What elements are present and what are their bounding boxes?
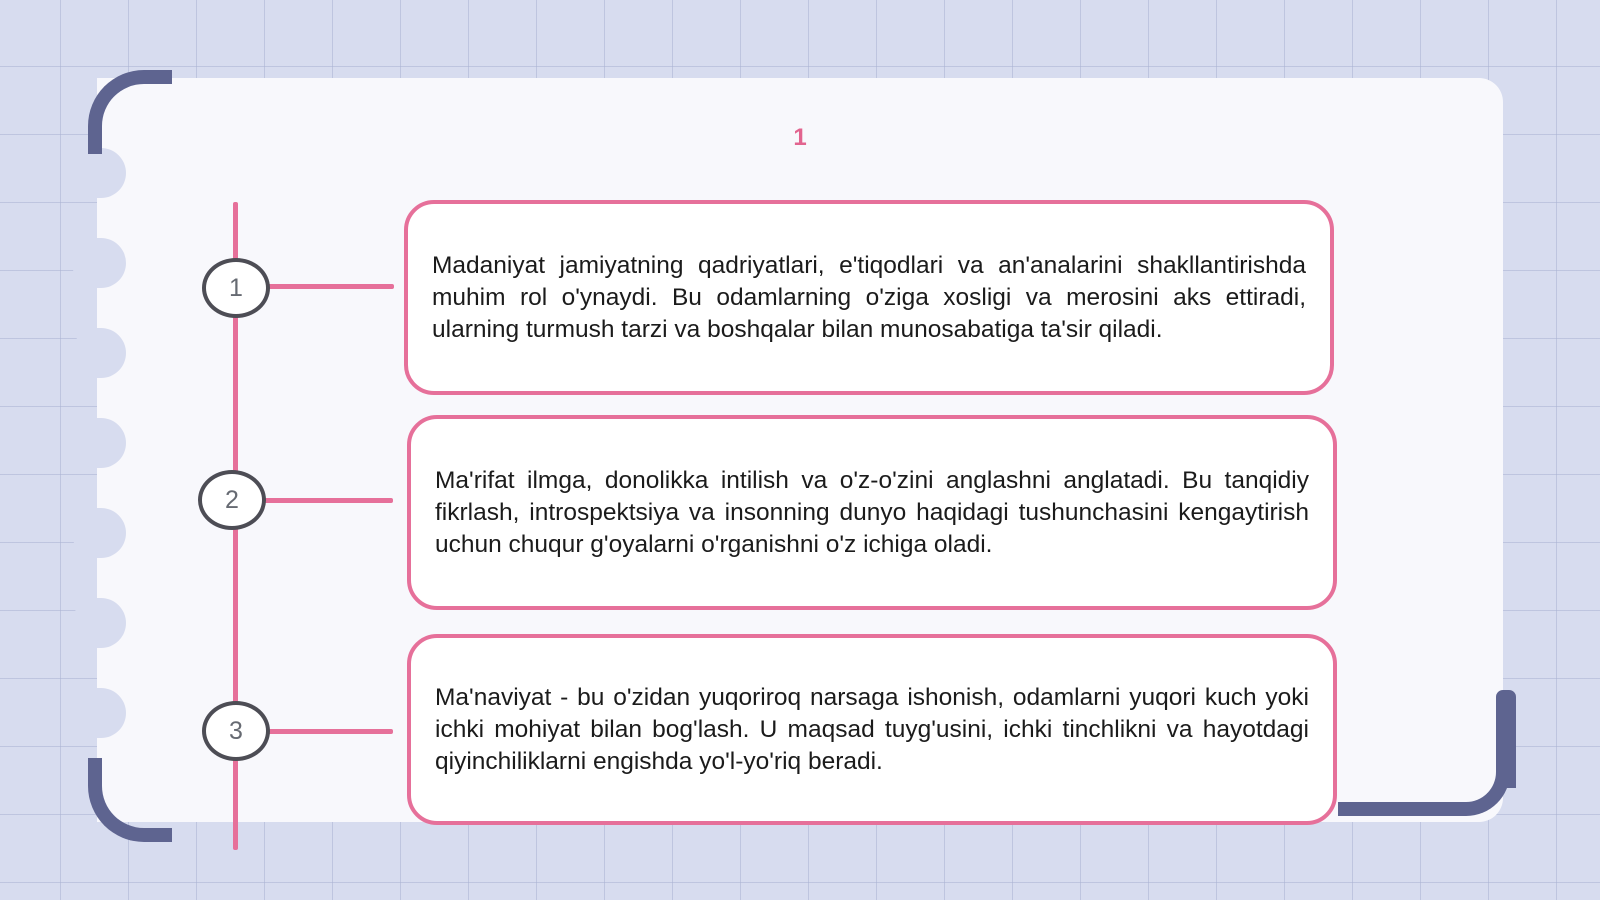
- step-connector: [266, 729, 393, 734]
- paper-notch: [72, 688, 126, 738]
- frame-corner-bottom-right: [1338, 760, 1510, 816]
- paper-notch: [72, 418, 126, 468]
- page-number: 1: [793, 124, 807, 151]
- info-card-text: Madaniyat jamiyatning qadriyatlari, e'tiqodlari va an'analarini shakllantirishda muhim rol o'ynaydi. Bu odamlarning o'ziga xosligi va merosini aks ettiradi, ularning turmush tarzi va boshqalar bilan munosabatiga ta'sir qiladi.: [432, 251, 1306, 343]
- info-card: [404, 200, 1334, 395]
- step-number-badge: 1: [202, 258, 270, 318]
- paper-notch: [72, 148, 126, 198]
- paper-notch: [72, 508, 126, 558]
- info-card: [407, 415, 1337, 610]
- paper-notch: [72, 598, 126, 648]
- step-number-badge: 2: [198, 470, 266, 530]
- info-card-text: Ma'rifat ilmga, donolikka intilish va o'z-o'zini anglashni anglatadi. Bu tanqidiy fikrlash, introspektsiya va insonning dunyo haqidagi tushunchasini kengaytirish uchun chuqur g'oyalarni o'rganishni o'z ichiga oladi.: [435, 466, 1309, 558]
- info-card: [407, 634, 1337, 825]
- info-card-text: Ma'naviyat - bu o'zidan yuqoriroq narsaga ishonish, odamlarni yuqori kuch yoki ichki mohiyat bilan bog'lash. U maqsad tuyg'usini, ichki tinchlikni va hayotdagi qiyinchiliklarni engishda yo'l-yo'riq beradi.: [435, 683, 1309, 775]
- step-number-badge: 3: [202, 701, 270, 761]
- step-connector: [263, 498, 393, 503]
- paper-notch: [72, 328, 126, 378]
- step-connector: [266, 284, 394, 289]
- frame-corner-bottom-left: [88, 758, 172, 842]
- paper-notch: [72, 238, 126, 288]
